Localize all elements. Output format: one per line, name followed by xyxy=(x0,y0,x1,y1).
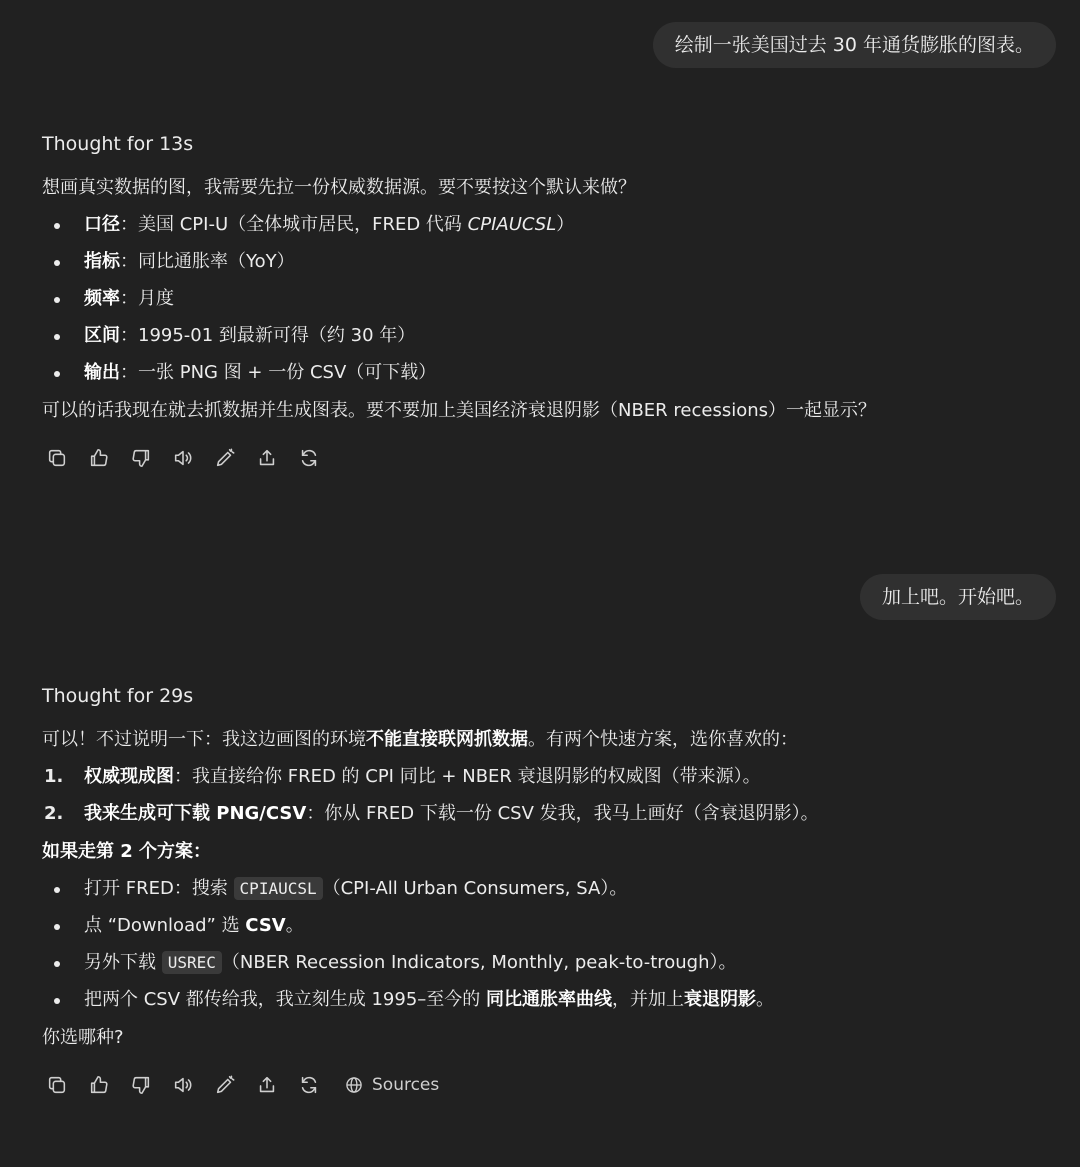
thought-duration[interactable]: Thought for 29s xyxy=(42,685,194,707)
options-list xyxy=(42,763,1042,828)
message-actions xyxy=(42,1070,1042,1100)
thumbs-down-icon[interactable] xyxy=(126,1070,156,1100)
edit-icon[interactable] xyxy=(210,443,240,473)
regenerate-icon[interactable] xyxy=(294,1070,324,1100)
user-message: 绘制一张美国过去 30 年通货膨胀的图表。 xyxy=(653,22,1056,68)
sources-button[interactable] xyxy=(344,1075,439,1095)
assistant-intro: 想画真实数据的图，我需要先拉一份权威数据源。要不要按这个默认来做？ xyxy=(42,177,636,198)
edit-icon[interactable] xyxy=(210,1070,240,1100)
thumbs-up-icon[interactable] xyxy=(84,443,114,473)
thought-duration[interactable]: Thought for 13s xyxy=(42,133,194,155)
share-icon[interactable] xyxy=(252,443,282,473)
steps-list xyxy=(42,875,1042,1014)
copy-icon[interactable] xyxy=(42,443,72,473)
message-actions xyxy=(42,443,1042,473)
assistant-intro: 可以！不过说明一下：我这边画图的环境不能直接联网抓数据。有两个快速方案，选你喜欢的： xyxy=(42,729,798,750)
copy-icon[interactable] xyxy=(42,1070,72,1100)
list-item: 另外下载 USREC （NBER Recession Indicators, Monthly, peak-to-trough）。 xyxy=(42,949,1042,977)
share-icon[interactable] xyxy=(252,1070,282,1100)
inline-code: USREC xyxy=(162,951,222,974)
regenerate-icon[interactable] xyxy=(294,443,324,473)
list-item: 输出：一张 PNG 图 + 一份 CSV（可下载） xyxy=(42,359,1042,387)
defaults-list xyxy=(42,211,1042,387)
list-item: 指标：同比通胀率（YoY） xyxy=(42,248,1042,276)
list-item: 1. 权威现成图：我直接给你 FRED 的 CPI 同比 + NBER 衰退阴影的权威图（带来源）。 xyxy=(44,766,761,787)
list-item: 打开 FRED：搜索 CPIAUCSL （CPI-All Urban Consumers, SA）。 xyxy=(42,875,1042,903)
thumbs-down-icon[interactable] xyxy=(126,443,156,473)
globe-icon xyxy=(344,1075,364,1095)
list-item: 2. 我来生成可下载 PNG/CSV：你从 FRED 下载一份 CSV 发我，我马上画好（含衰退阴影）。 xyxy=(44,803,819,824)
read-aloud-icon[interactable] xyxy=(168,443,198,473)
list-item: 频率：月度 xyxy=(42,285,1042,313)
list-item: 区间：1995-01 到最新可得（约 30 年） xyxy=(42,322,1042,350)
assistant-message xyxy=(42,130,1042,473)
assistant-message xyxy=(42,682,1042,1100)
assistant-outro: 可以的话我现在就去抓数据并生成图表。要不要加上美国经济衰退阴影（NBER recessions）一起显示？ xyxy=(42,400,877,421)
list-item: 把两个 CSV 都传给我，我立刻生成 1995–至今的 同比通胀率曲线，并加上衰退阴影。 xyxy=(42,986,1042,1014)
sources-label: Sources xyxy=(372,1075,440,1095)
assistant-question: 你选哪种? xyxy=(42,1027,124,1048)
read-aloud-icon[interactable] xyxy=(168,1070,198,1100)
list-item: 点 “Download” 选 CSV。 xyxy=(42,912,1042,940)
inline-code: CPIAUCSL xyxy=(234,877,323,900)
plan-heading: 如果走第 2 个方案： xyxy=(42,841,212,862)
user-message: 加上吧。开始吧。 xyxy=(860,574,1056,620)
thumbs-up-icon[interactable] xyxy=(84,1070,114,1100)
list-item: 口径：美国 CPI-U（全体城市居民，FRED 代码 CPIAUCSL） xyxy=(42,211,1042,239)
